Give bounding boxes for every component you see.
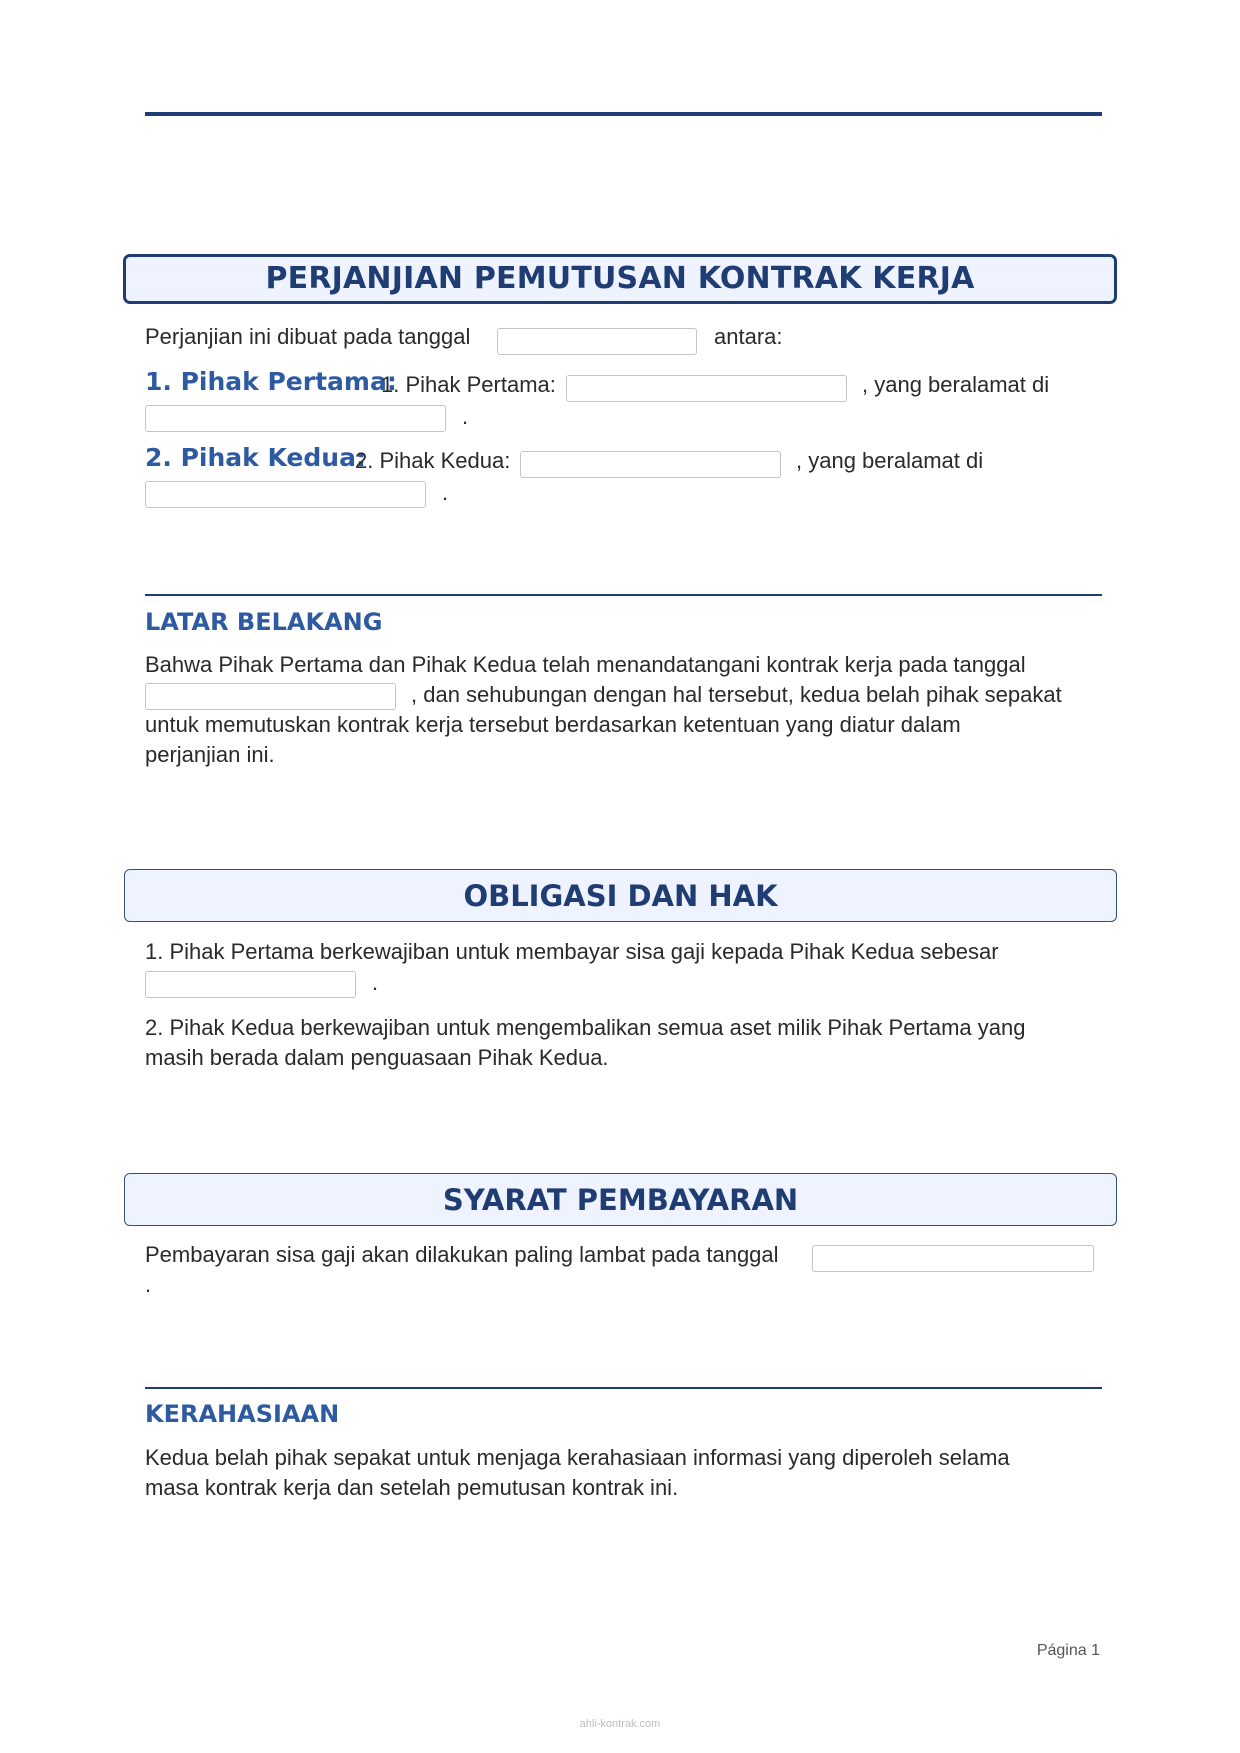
obligasi-item2-line2: masih berada dalam penguasaan Pihak Kedua. — [145, 1045, 609, 1070]
syarat-heading: SYARAT PEMBAYARAN — [442, 1183, 799, 1217]
top-rule — [145, 112, 1102, 116]
contract-date-field[interactable] — [145, 683, 396, 710]
section-rule — [145, 1387, 1102, 1389]
latar-heading: LATAR BELAKANG — [145, 608, 383, 636]
kerahasiaan-line1: Kedua belah pihak sepakat untuk menjaga kerahasiaan informasi yang diperoleh selama — [145, 1445, 1010, 1470]
latar-line2: , dan sehubungan dengan hal tersebut, kedua belah pihak sepakat — [411, 682, 1062, 707]
obligasi-item2-line1: 2. Pihak Kedua berkewajiban untuk mengembalikan semua aset milik Pihak Pertama yang — [145, 1015, 1026, 1040]
kerahasiaan-heading: KERAHASIAAN — [145, 1400, 340, 1428]
kerahasiaan-line2: masa kontrak kerja dan setelah pemutusan kontrak ini. — [145, 1475, 679, 1500]
obligasi-box — [124, 869, 1117, 922]
remaining-salary-field[interactable] — [145, 971, 356, 998]
syarat-end: . — [145, 1272, 152, 1297]
party1-address-field[interactable] — [145, 405, 446, 432]
obligasi-item1-end: . — [372, 970, 379, 995]
obligasi-heading: OBLIGASI DAN HAK — [463, 879, 778, 913]
party1-end: . — [462, 404, 469, 429]
page-number: Página 1 — [1036, 1642, 1100, 1659]
party1-heading: 1. Pihak Pertama: — [145, 367, 397, 396]
party2-address-field[interactable] — [145, 481, 426, 508]
title-box — [123, 254, 1117, 304]
agreement-date-field[interactable] — [497, 328, 697, 355]
syarat-text: Pembayaran sisa gaji akan dilakukan paling lambat pada tanggal — [145, 1242, 779, 1267]
syarat-box — [124, 1173, 1117, 1226]
party1-label: 1. Pihak Pertama: — [381, 372, 556, 397]
party2-label: 2. Pihak Kedua: — [355, 448, 511, 473]
party1-address-text: , yang beralamat di — [862, 372, 1050, 397]
intro-text: Perjanjian ini dibuat pada tanggal — [145, 324, 471, 349]
section-rule — [145, 594, 1102, 596]
document-title: PERJANJIAN PEMUTUSAN KONTRAK KERJA — [265, 261, 975, 296]
party2-address-text: , yang beralamat di — [796, 448, 984, 473]
latar-line1: Bahwa Pihak Pertama dan Pihak Kedua telah menandatangani kontrak kerja pada tanggal — [145, 652, 1026, 677]
latar-line4: perjanjian ini. — [145, 742, 275, 767]
party2-heading: 2. Pihak Kedua: — [145, 443, 366, 472]
latar-line3: untuk memutuskan kontrak kerja tersebut berdasarkan ketentuan yang diatur dalam — [145, 712, 961, 737]
party2-name-field[interactable] — [520, 451, 781, 478]
intro-after-text: antara: — [714, 324, 783, 349]
footer-watermark: ahli-kontrak.com — [579, 1718, 661, 1730]
obligasi-item1: 1. Pihak Pertama berkewajiban untuk membayar sisa gaji kepada Pihak Kedua sebesar — [145, 939, 999, 964]
party2-end: . — [442, 480, 449, 505]
payment-deadline-field[interactable] — [812, 1245, 1094, 1272]
party1-name-field[interactable] — [566, 375, 847, 402]
